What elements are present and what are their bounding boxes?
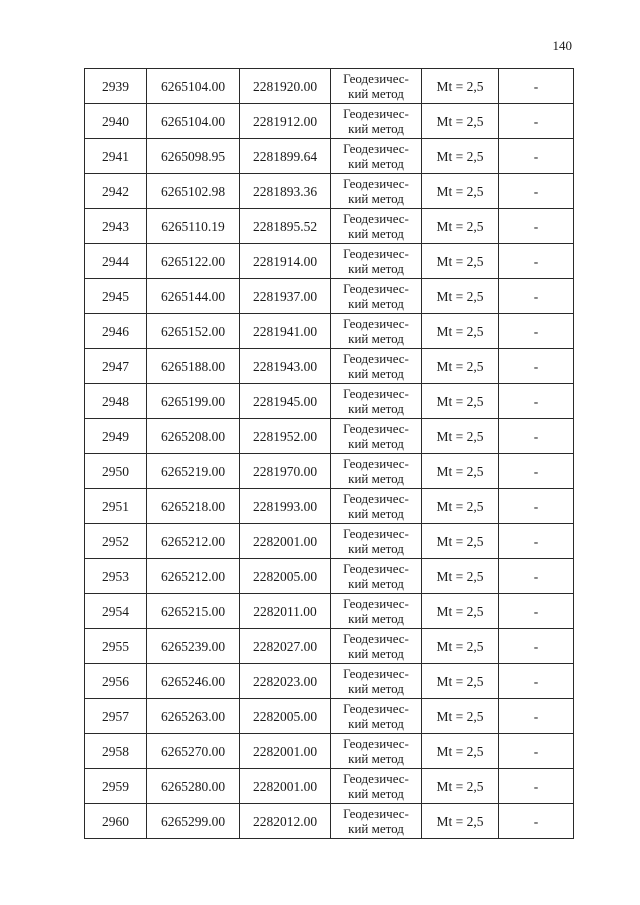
- point-number-cell: 2957: [85, 699, 147, 734]
- method-cell: [331, 419, 422, 454]
- method-cell: [331, 664, 422, 699]
- method-line-1: Геодезичес-: [343, 631, 409, 646]
- y-coordinate-cell: 2282005.00: [240, 559, 331, 594]
- method-cell: [331, 629, 422, 664]
- method-line-2: кий метод: [348, 751, 404, 766]
- method-line-1: Геодезичес-: [343, 351, 409, 366]
- coordinates-table: [84, 68, 574, 839]
- y-coordinate-cell: 2282001.00: [240, 734, 331, 769]
- x-coordinate-cell: 6265152.00: [147, 314, 240, 349]
- method-line-2: кий метод: [348, 296, 404, 311]
- point-number-cell: 2953: [85, 559, 147, 594]
- table-row: [85, 314, 574, 349]
- note-cell: -: [499, 524, 574, 559]
- table-row: [85, 769, 574, 804]
- accuracy-cell: Mt = 2,5: [422, 384, 499, 419]
- method-line-1: Геодезичес-: [343, 596, 409, 611]
- method-cell: [331, 279, 422, 314]
- y-coordinate-cell: 2281945.00: [240, 384, 331, 419]
- y-coordinate-cell: 2281920.00: [240, 69, 331, 104]
- accuracy-cell: Mt = 2,5: [422, 454, 499, 489]
- accuracy-cell: Mt = 2,5: [422, 734, 499, 769]
- x-coordinate-cell: 6265215.00: [147, 594, 240, 629]
- note-cell: -: [499, 314, 574, 349]
- table-row: [85, 174, 574, 209]
- note-cell: -: [499, 734, 574, 769]
- x-coordinate-cell: 6265270.00: [147, 734, 240, 769]
- y-coordinate-cell: 2281970.00: [240, 454, 331, 489]
- note-cell: -: [499, 244, 574, 279]
- point-number-cell: 2959: [85, 769, 147, 804]
- method-line-2: кий метод: [348, 191, 404, 206]
- x-coordinate-cell: 6265239.00: [147, 629, 240, 664]
- note-cell: -: [499, 279, 574, 314]
- note-cell: -: [499, 489, 574, 524]
- method-cell: [331, 804, 422, 839]
- method-line-1: Геодезичес-: [343, 316, 409, 331]
- method-line-1: Геодезичес-: [343, 246, 409, 261]
- table-row: [85, 454, 574, 489]
- method-line-2: кий метод: [348, 611, 404, 626]
- y-coordinate-cell: 2281912.00: [240, 104, 331, 139]
- table-row: [85, 104, 574, 139]
- table-row: [85, 384, 574, 419]
- y-coordinate-cell: 2281893.36: [240, 174, 331, 209]
- x-coordinate-cell: 6265246.00: [147, 664, 240, 699]
- note-cell: -: [499, 104, 574, 139]
- page-number: 140: [552, 38, 572, 53]
- method-line-1: Геодезичес-: [343, 456, 409, 471]
- method-cell: [331, 594, 422, 629]
- point-number-cell: 2955: [85, 629, 147, 664]
- note-cell: -: [499, 454, 574, 489]
- point-number-cell: 2942: [85, 174, 147, 209]
- table-row: [85, 734, 574, 769]
- accuracy-cell: Mt = 2,5: [422, 209, 499, 244]
- note-cell: -: [499, 69, 574, 104]
- accuracy-cell: Mt = 2,5: [422, 174, 499, 209]
- method-cell: [331, 104, 422, 139]
- x-coordinate-cell: 6265098.95: [147, 139, 240, 174]
- method-line-1: Геодезичес-: [343, 281, 409, 296]
- y-coordinate-cell: 2281914.00: [240, 244, 331, 279]
- note-cell: -: [499, 139, 574, 174]
- method-line-2: кий метод: [348, 506, 404, 521]
- table-row: [85, 349, 574, 384]
- method-line-1: Геодезичес-: [343, 561, 409, 576]
- method-cell: [331, 559, 422, 594]
- y-coordinate-cell: 2282001.00: [240, 769, 331, 804]
- note-cell: -: [499, 174, 574, 209]
- accuracy-cell: Mt = 2,5: [422, 804, 499, 839]
- table-row: [85, 594, 574, 629]
- table-row: [85, 804, 574, 839]
- x-coordinate-cell: 6265299.00: [147, 804, 240, 839]
- method-cell: [331, 489, 422, 524]
- method-cell: [331, 699, 422, 734]
- y-coordinate-cell: 2281895.52: [240, 209, 331, 244]
- method-cell: [331, 524, 422, 559]
- method-cell: [331, 384, 422, 419]
- method-line-2: кий метод: [348, 261, 404, 276]
- method-line-1: Геодезичес-: [343, 106, 409, 121]
- accuracy-cell: Mt = 2,5: [422, 769, 499, 804]
- note-cell: -: [499, 699, 574, 734]
- point-number-cell: 2941: [85, 139, 147, 174]
- point-number-cell: 2946: [85, 314, 147, 349]
- method-line-2: кий метод: [348, 646, 404, 661]
- table-row: [85, 664, 574, 699]
- y-coordinate-cell: 2282023.00: [240, 664, 331, 699]
- y-coordinate-cell: 2282012.00: [240, 804, 331, 839]
- x-coordinate-cell: 6265122.00: [147, 244, 240, 279]
- note-cell: -: [499, 804, 574, 839]
- table-row: [85, 69, 574, 104]
- table-row: [85, 209, 574, 244]
- method-line-1: Геодезичес-: [343, 806, 409, 821]
- accuracy-cell: Mt = 2,5: [422, 69, 499, 104]
- point-number-cell: 2947: [85, 349, 147, 384]
- accuracy-cell: Mt = 2,5: [422, 279, 499, 314]
- method-line-2: кий метод: [348, 821, 404, 836]
- method-line-2: кий метод: [348, 576, 404, 591]
- method-cell: [331, 139, 422, 174]
- accuracy-cell: Mt = 2,5: [422, 559, 499, 594]
- point-number-cell: 2952: [85, 524, 147, 559]
- method-line-2: кий метод: [348, 156, 404, 171]
- method-line-2: кий метод: [348, 121, 404, 136]
- method-line-1: Геодезичес-: [343, 526, 409, 541]
- method-line-1: Геодезичес-: [343, 491, 409, 506]
- method-line-1: Геодезичес-: [343, 386, 409, 401]
- method-cell: [331, 454, 422, 489]
- y-coordinate-cell: 2282027.00: [240, 629, 331, 664]
- method-line-1: Геодезичес-: [343, 701, 409, 716]
- note-cell: -: [499, 629, 574, 664]
- note-cell: -: [499, 419, 574, 454]
- note-cell: -: [499, 664, 574, 699]
- accuracy-cell: Mt = 2,5: [422, 349, 499, 384]
- x-coordinate-cell: 6265199.00: [147, 384, 240, 419]
- method-line-1: Геодезичес-: [343, 176, 409, 191]
- table-row: [85, 629, 574, 664]
- point-number-cell: 2945: [85, 279, 147, 314]
- y-coordinate-cell: 2281941.00: [240, 314, 331, 349]
- method-cell: [331, 349, 422, 384]
- note-cell: -: [499, 769, 574, 804]
- x-coordinate-cell: 6265144.00: [147, 279, 240, 314]
- accuracy-cell: Mt = 2,5: [422, 489, 499, 524]
- table-row: [85, 279, 574, 314]
- accuracy-cell: Mt = 2,5: [422, 664, 499, 699]
- point-number-cell: 2949: [85, 419, 147, 454]
- table-row: [85, 244, 574, 279]
- x-coordinate-cell: 6265110.19: [147, 209, 240, 244]
- method-cell: [331, 209, 422, 244]
- accuracy-cell: Mt = 2,5: [422, 524, 499, 559]
- y-coordinate-cell: 2282005.00: [240, 699, 331, 734]
- x-coordinate-cell: 6265263.00: [147, 699, 240, 734]
- note-cell: -: [499, 384, 574, 419]
- method-line-2: кий метод: [348, 471, 404, 486]
- method-line-1: Геодезичес-: [343, 736, 409, 751]
- point-number-cell: 2951: [85, 489, 147, 524]
- method-line-2: кий метод: [348, 681, 404, 696]
- method-line-2: кий метод: [348, 436, 404, 451]
- method-line-2: кий метод: [348, 716, 404, 731]
- method-cell: [331, 174, 422, 209]
- method-line-1: Геодезичес-: [343, 211, 409, 226]
- note-cell: -: [499, 209, 574, 244]
- table-row: [85, 524, 574, 559]
- point-number-cell: 2950: [85, 454, 147, 489]
- accuracy-cell: Mt = 2,5: [422, 244, 499, 279]
- y-coordinate-cell: 2281937.00: [240, 279, 331, 314]
- x-coordinate-cell: 6265104.00: [147, 69, 240, 104]
- y-coordinate-cell: 2281952.00: [240, 419, 331, 454]
- y-coordinate-cell: 2282001.00: [240, 524, 331, 559]
- table-row: [85, 489, 574, 524]
- method-line-1: Геодезичес-: [343, 421, 409, 436]
- method-line-1: Геодезичес-: [343, 141, 409, 156]
- y-coordinate-cell: 2281899.64: [240, 139, 331, 174]
- method-cell: [331, 69, 422, 104]
- point-number-cell: 2944: [85, 244, 147, 279]
- accuracy-cell: Mt = 2,5: [422, 594, 499, 629]
- table-row: [85, 139, 574, 174]
- x-coordinate-cell: 6265280.00: [147, 769, 240, 804]
- y-coordinate-cell: 2282011.00: [240, 594, 331, 629]
- method-cell: [331, 244, 422, 279]
- table-body: [85, 69, 574, 839]
- x-coordinate-cell: 6265104.00: [147, 104, 240, 139]
- method-cell: [331, 734, 422, 769]
- note-cell: -: [499, 349, 574, 384]
- accuracy-cell: Mt = 2,5: [422, 104, 499, 139]
- accuracy-cell: Mt = 2,5: [422, 699, 499, 734]
- x-coordinate-cell: 6265102.98: [147, 174, 240, 209]
- x-coordinate-cell: 6265219.00: [147, 454, 240, 489]
- method-line-1: Геодезичес-: [343, 771, 409, 786]
- point-number-cell: 2958: [85, 734, 147, 769]
- x-coordinate-cell: 6265188.00: [147, 349, 240, 384]
- accuracy-cell: Mt = 2,5: [422, 629, 499, 664]
- method-line-2: кий метод: [348, 786, 404, 801]
- point-number-cell: 2948: [85, 384, 147, 419]
- method-line-2: кий метод: [348, 86, 404, 101]
- accuracy-cell: Mt = 2,5: [422, 139, 499, 174]
- method-line-2: кий метод: [348, 331, 404, 346]
- table-row: [85, 559, 574, 594]
- method-line-2: кий метод: [348, 541, 404, 556]
- method-line-2: кий метод: [348, 366, 404, 381]
- y-coordinate-cell: 2281943.00: [240, 349, 331, 384]
- accuracy-cell: Mt = 2,5: [422, 314, 499, 349]
- point-number-cell: 2940: [85, 104, 147, 139]
- method-line-1: Геодезичес-: [343, 71, 409, 86]
- x-coordinate-cell: 6265212.00: [147, 524, 240, 559]
- method-cell: [331, 314, 422, 349]
- point-number-cell: 2954: [85, 594, 147, 629]
- point-number-cell: 2960: [85, 804, 147, 839]
- point-number-cell: 2939: [85, 69, 147, 104]
- point-number-cell: 2943: [85, 209, 147, 244]
- method-line-2: кий метод: [348, 401, 404, 416]
- note-cell: -: [499, 594, 574, 629]
- method-line-1: Геодезичес-: [343, 666, 409, 681]
- method-cell: [331, 769, 422, 804]
- point-number-cell: 2956: [85, 664, 147, 699]
- x-coordinate-cell: 6265208.00: [147, 419, 240, 454]
- accuracy-cell: Mt = 2,5: [422, 419, 499, 454]
- table-row: [85, 699, 574, 734]
- note-cell: -: [499, 559, 574, 594]
- table-row: [85, 419, 574, 454]
- method-line-2: кий метод: [348, 226, 404, 241]
- x-coordinate-cell: 6265212.00: [147, 559, 240, 594]
- x-coordinate-cell: 6265218.00: [147, 489, 240, 524]
- y-coordinate-cell: 2281993.00: [240, 489, 331, 524]
